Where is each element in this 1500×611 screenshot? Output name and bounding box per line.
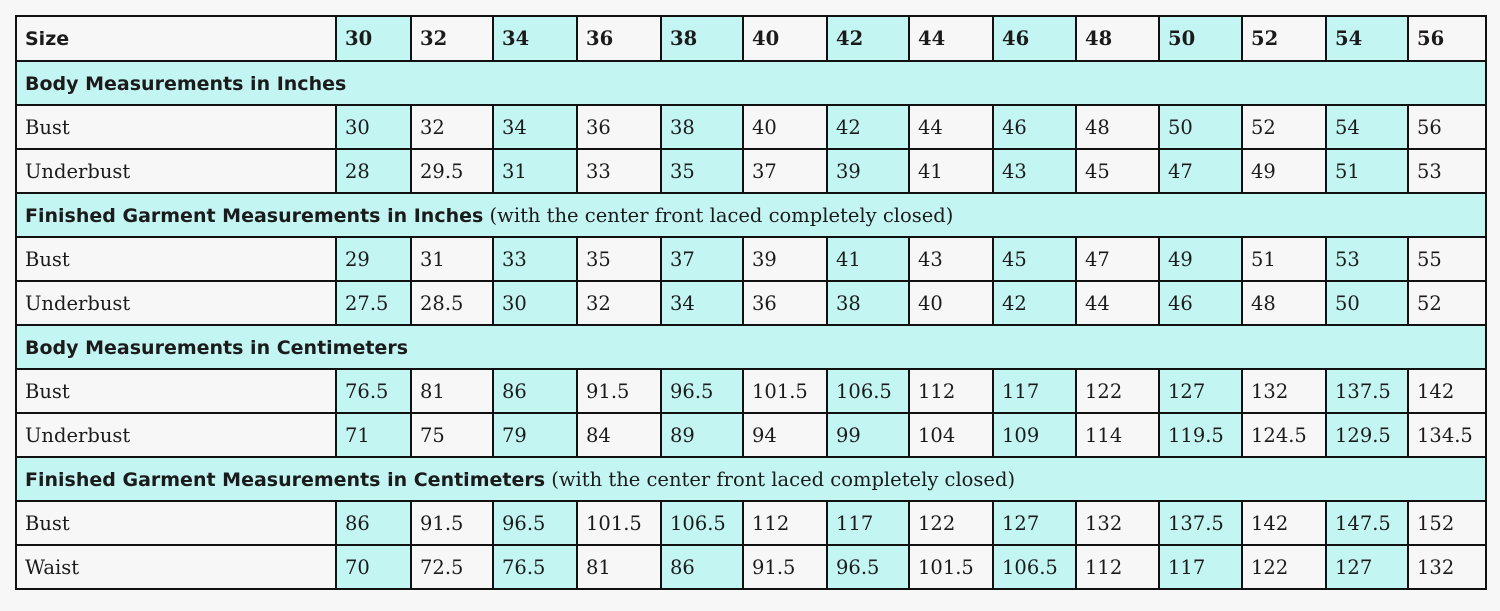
table-cell: 106.5	[827, 369, 909, 413]
table-cell: 142	[1408, 369, 1486, 413]
table-cell: 47	[1076, 237, 1159, 281]
table-cell: 45	[1076, 149, 1159, 193]
table-cell: 117	[827, 501, 909, 545]
row-label: Underbust	[16, 413, 336, 457]
row-label: Bust	[16, 501, 336, 545]
table-cell: 27.5	[336, 281, 411, 325]
table-cell: 81	[577, 545, 661, 589]
table-cell: 41	[827, 237, 909, 281]
table-cell: 34	[493, 105, 577, 149]
table-cell: 53	[1326, 237, 1408, 281]
table-cell: 50	[1326, 281, 1408, 325]
size-header-cell: 38	[661, 16, 743, 61]
table-row	[16, 413, 1486, 457]
table-cell: 70	[336, 545, 411, 589]
table-cell: 40	[909, 281, 993, 325]
table-cell: 31	[411, 237, 493, 281]
table-cell: 127	[1326, 545, 1408, 589]
section-note: (with the center front laced completely closed)	[551, 467, 1016, 491]
table-cell: 127	[993, 501, 1076, 545]
size-header-cell: 52	[1242, 16, 1326, 61]
table-cell: 122	[1076, 369, 1159, 413]
size-header-cell: 42	[827, 16, 909, 61]
size-header-cell: 46	[993, 16, 1076, 61]
table-cell: 32	[577, 281, 661, 325]
table-cell: 44	[909, 105, 993, 149]
row-label: Underbust	[16, 281, 336, 325]
table-cell: 38	[827, 281, 909, 325]
size-header-cell: 54	[1326, 16, 1408, 61]
section-header	[16, 61, 1486, 105]
table-cell: 54	[1326, 105, 1408, 149]
table-cell: 48	[1242, 281, 1326, 325]
row-label: Bust	[16, 237, 336, 281]
table-cell: 41	[909, 149, 993, 193]
table-cell: 56	[1408, 105, 1486, 149]
table-row	[16, 501, 1486, 545]
table-cell: 104	[909, 413, 993, 457]
size-header-cell: 32	[411, 16, 493, 61]
table-cell: 86	[661, 545, 743, 589]
size-header-cell: 44	[909, 16, 993, 61]
row-label: Bust	[16, 105, 336, 149]
table-cell: 101.5	[743, 369, 827, 413]
section-header	[16, 457, 1486, 501]
size-header-cell: 50	[1159, 16, 1242, 61]
table-cell: 32	[411, 105, 493, 149]
table-cell: 96.5	[827, 545, 909, 589]
size-header-label: Size	[16, 16, 336, 61]
size-header-cell: 34	[493, 16, 577, 61]
size-header-row	[16, 16, 1486, 61]
table-cell: 127	[1159, 369, 1242, 413]
table-cell: 81	[411, 369, 493, 413]
table-cell: 34	[661, 281, 743, 325]
table-cell: 51	[1242, 237, 1326, 281]
table-cell: 91.5	[411, 501, 493, 545]
table-cell: 39	[827, 149, 909, 193]
table-cell: 37	[661, 237, 743, 281]
size-header-cell: 56	[1408, 16, 1486, 61]
table-cell: 28	[336, 149, 411, 193]
table-cell: 112	[909, 369, 993, 413]
table-cell: 89	[661, 413, 743, 457]
table-cell: 42	[993, 281, 1076, 325]
table-cell: 29	[336, 237, 411, 281]
table-cell: 52	[1408, 281, 1486, 325]
section-title: Finished Garment Measurements in Inches	[25, 204, 484, 227]
table-cell: 39	[743, 237, 827, 281]
table-cell: 40	[743, 105, 827, 149]
table-cell: 129.5	[1326, 413, 1408, 457]
table-cell: 71	[336, 413, 411, 457]
table-cell: 96.5	[661, 369, 743, 413]
table-cell: 45	[993, 237, 1076, 281]
size-header-cell: 40	[743, 16, 827, 61]
table-cell: 76.5	[493, 545, 577, 589]
table-cell: 37	[743, 149, 827, 193]
table-cell: 119.5	[1159, 413, 1242, 457]
table-cell: 86	[493, 369, 577, 413]
table-cell: 86	[336, 501, 411, 545]
row-label: Waist	[16, 545, 336, 589]
table-cell: 49	[1242, 149, 1326, 193]
table-cell: 55	[1408, 237, 1486, 281]
table-cell: 106.5	[993, 545, 1076, 589]
table-cell: 91.5	[743, 545, 827, 589]
table-cell: 142	[1242, 501, 1326, 545]
table-cell: 35	[661, 149, 743, 193]
section-note: (with the center front laced completely closed)	[489, 203, 954, 227]
table-cell: 36	[577, 105, 661, 149]
table-cell: 29.5	[411, 149, 493, 193]
table-cell: 33	[493, 237, 577, 281]
table-row	[16, 237, 1486, 281]
table-cell: 35	[577, 237, 661, 281]
section-title: Finished Garment Measurements in Centimeters	[25, 468, 546, 491]
table-cell: 152	[1408, 501, 1486, 545]
table-cell: 48	[1076, 105, 1159, 149]
table-cell: 42	[827, 105, 909, 149]
table-cell: 46	[993, 105, 1076, 149]
table-cell: 122	[909, 501, 993, 545]
table-row	[16, 369, 1486, 413]
section-header	[16, 193, 1486, 237]
table-cell: 84	[577, 413, 661, 457]
table-cell: 75	[411, 413, 493, 457]
table-cell: 99	[827, 413, 909, 457]
section-row	[16, 61, 1486, 105]
table-cell: 49	[1159, 237, 1242, 281]
table-cell: 124.5	[1242, 413, 1326, 457]
table-cell: 134.5	[1408, 413, 1486, 457]
table-row	[16, 545, 1486, 589]
size-header-cell: 36	[577, 16, 661, 61]
table-cell: 33	[577, 149, 661, 193]
table-cell: 72.5	[411, 545, 493, 589]
table-cell: 147.5	[1326, 501, 1408, 545]
section-header	[16, 325, 1486, 369]
table-cell: 101.5	[577, 501, 661, 545]
table-cell: 53	[1408, 149, 1486, 193]
table-row	[16, 149, 1486, 193]
table-cell: 79	[493, 413, 577, 457]
size-header-cell: 48	[1076, 16, 1159, 61]
table-cell: 101.5	[909, 545, 993, 589]
section-title: Body Measurements in Inches	[25, 72, 347, 95]
table-cell: 36	[743, 281, 827, 325]
size-header-cell: 30	[336, 16, 411, 61]
table-cell: 46	[1159, 281, 1242, 325]
table-cell: 38	[661, 105, 743, 149]
table-cell: 52	[1242, 105, 1326, 149]
section-row	[16, 193, 1486, 237]
table-cell: 44	[1076, 281, 1159, 325]
table-cell: 43	[993, 149, 1076, 193]
table-cell: 30	[493, 281, 577, 325]
table-cell: 114	[1076, 413, 1159, 457]
row-label: Bust	[16, 369, 336, 413]
table-cell: 117	[993, 369, 1076, 413]
table-cell: 106.5	[661, 501, 743, 545]
table-cell: 96.5	[493, 501, 577, 545]
section-row	[16, 325, 1486, 369]
table-cell: 132	[1408, 545, 1486, 589]
table-cell: 51	[1326, 149, 1408, 193]
table-cell: 31	[493, 149, 577, 193]
table-cell: 76.5	[336, 369, 411, 413]
table-cell: 109	[993, 413, 1076, 457]
section-row	[16, 457, 1486, 501]
table-cell: 132	[1242, 369, 1326, 413]
table-row	[16, 105, 1486, 149]
size-chart-table	[15, 15, 1487, 590]
table-cell: 28.5	[411, 281, 493, 325]
table-cell: 94	[743, 413, 827, 457]
table-row	[16, 281, 1486, 325]
row-label: Underbust	[16, 149, 336, 193]
table-cell: 50	[1159, 105, 1242, 149]
table-cell: 132	[1076, 501, 1159, 545]
table-cell: 91.5	[577, 369, 661, 413]
table-cell: 137.5	[1326, 369, 1408, 413]
table-cell: 47	[1159, 149, 1242, 193]
table-cell: 122	[1242, 545, 1326, 589]
section-title: Body Measurements in Centimeters	[25, 336, 408, 359]
table-cell: 137.5	[1159, 501, 1242, 545]
table-cell: 112	[1076, 545, 1159, 589]
table-cell: 30	[336, 105, 411, 149]
table-cell: 43	[909, 237, 993, 281]
table-cell: 112	[743, 501, 827, 545]
table-cell: 117	[1159, 545, 1242, 589]
